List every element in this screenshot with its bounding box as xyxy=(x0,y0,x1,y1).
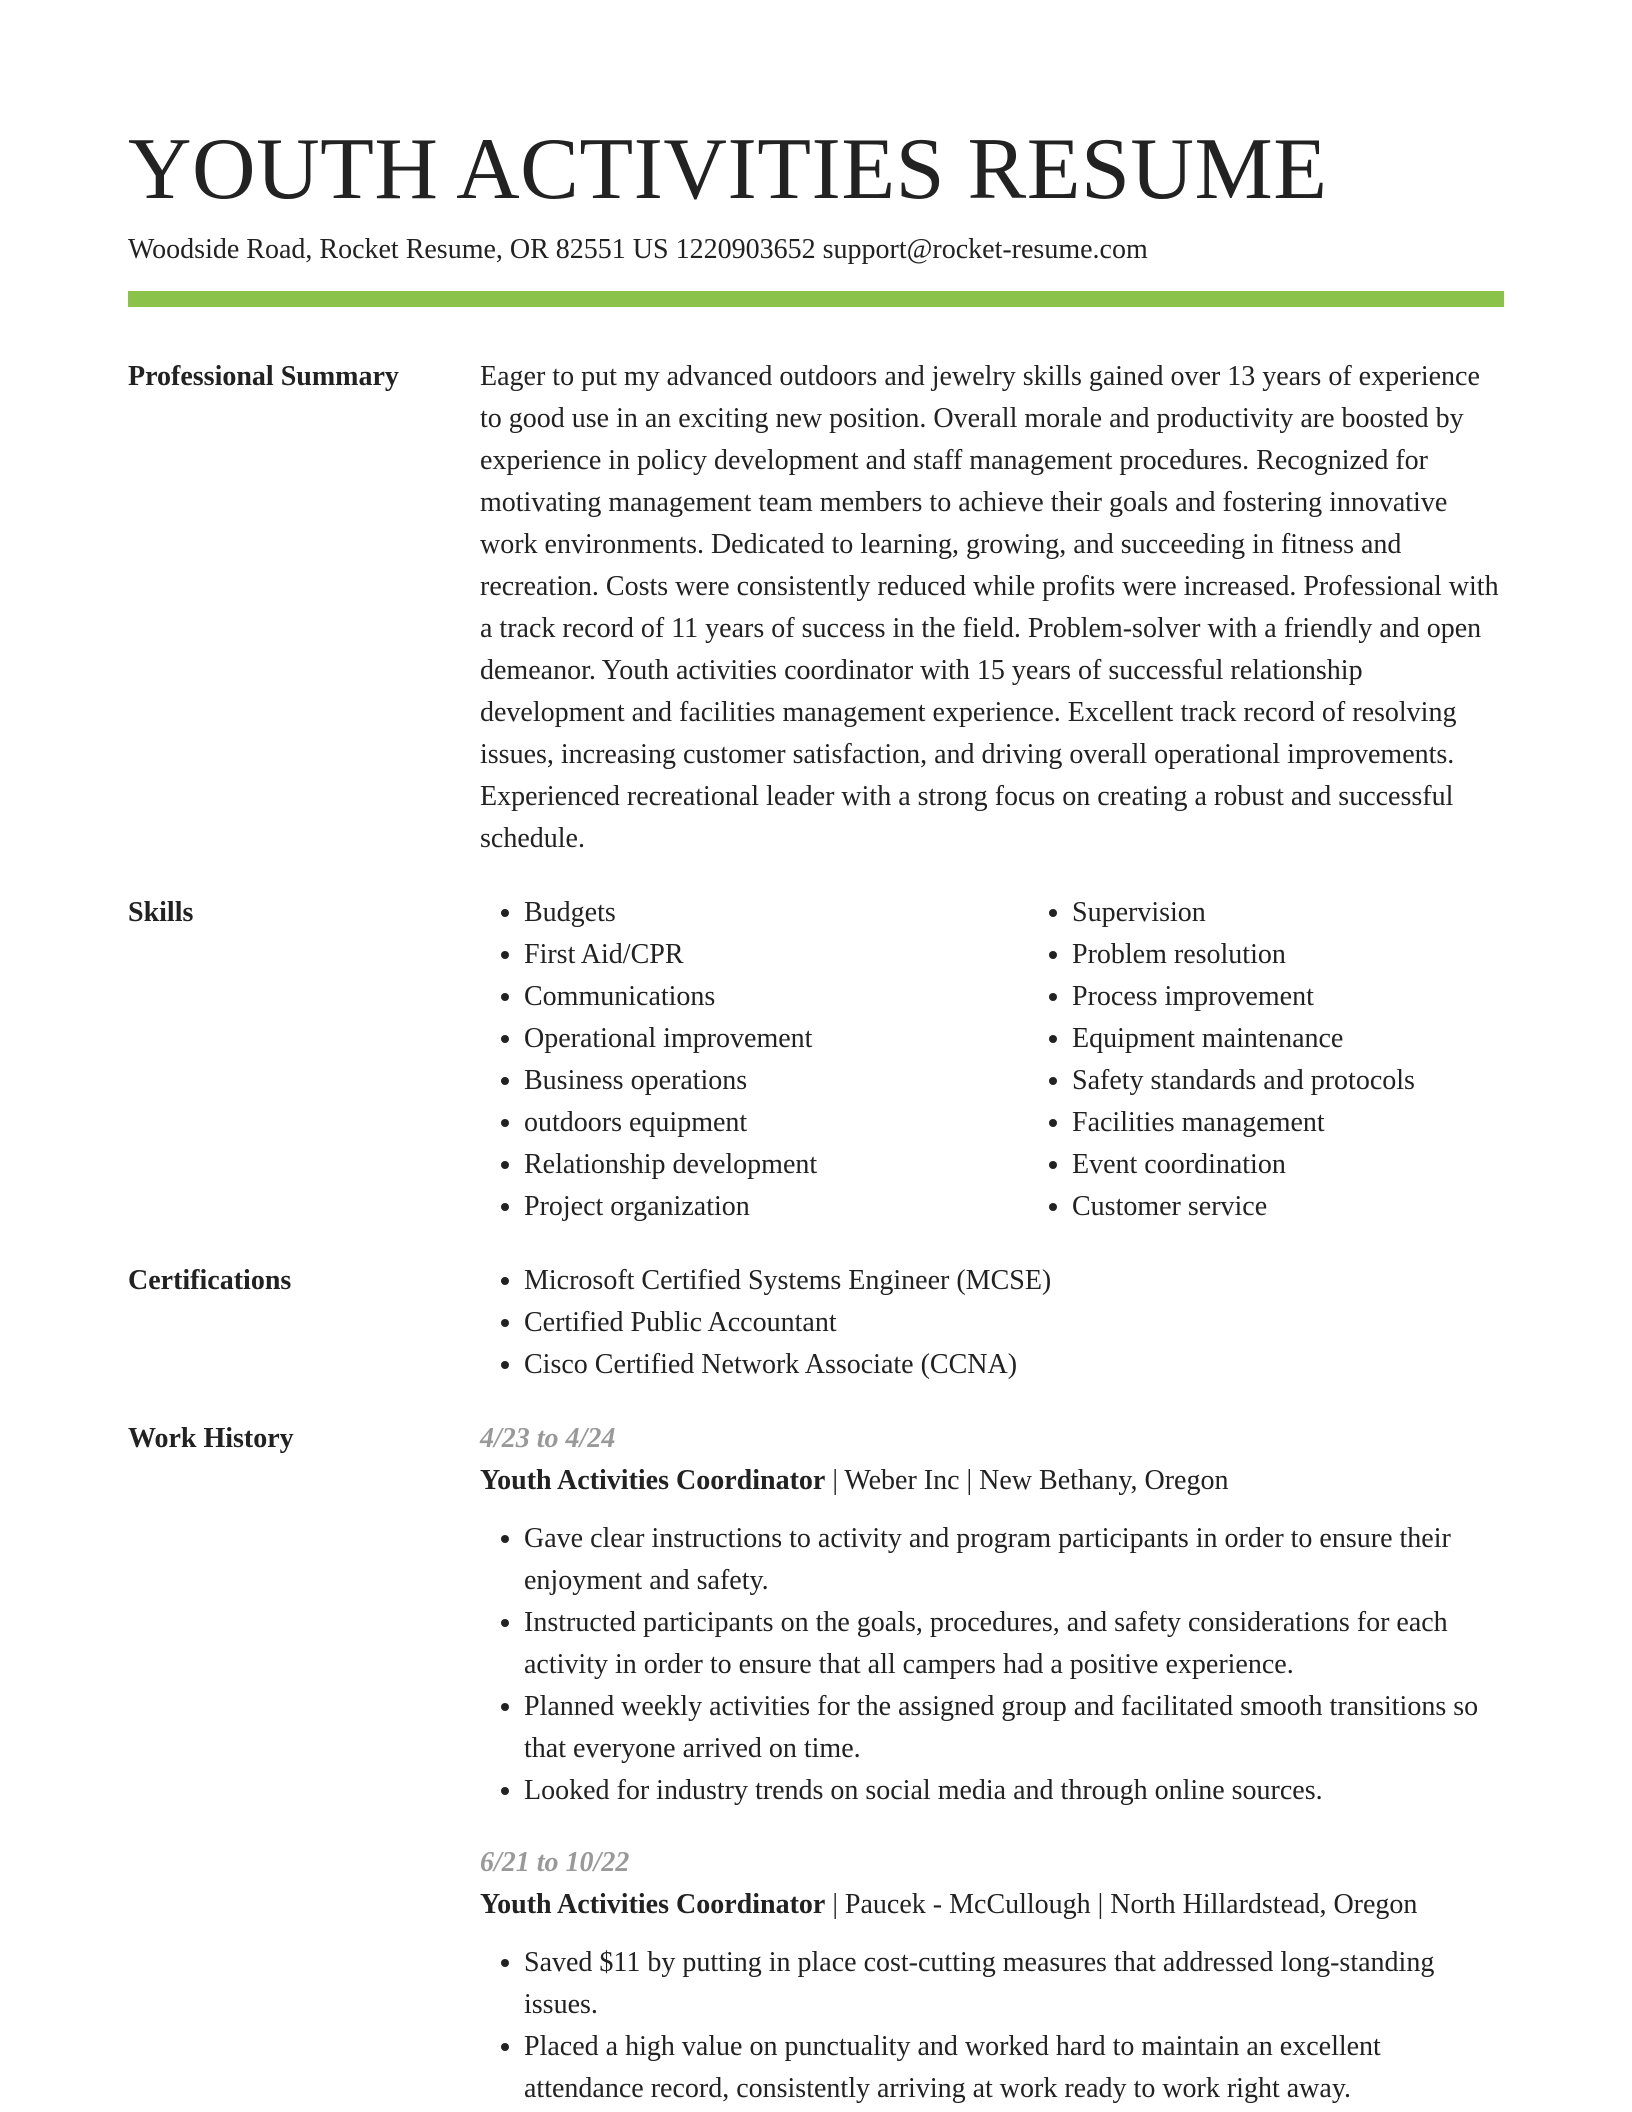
job-bullets xyxy=(480,1518,1504,1812)
job-heading xyxy=(480,1884,1504,1926)
skill-item: • Operational improvement xyxy=(524,1018,1028,1060)
skill-item: • outdoors equipment xyxy=(524,1102,1028,1144)
skill-item: • Budgets xyxy=(524,892,1028,934)
resume-title: YOUTH ACTIVITIES RESUME xyxy=(128,121,1328,218)
job-dates: 6/21 to 10/22 xyxy=(480,1847,630,1878)
job-entry xyxy=(480,1418,1504,1812)
job-heading xyxy=(480,1460,1504,1502)
skills-section xyxy=(128,892,1504,1228)
skill-item: • Facilities management xyxy=(1072,1102,1576,1144)
summary-text: Eager to put my advanced outdoors and jewelry skills gained over 13 years of experience to good use in an exciting new position. Overall morale and productivity are boosted by experience in policy development and staff management procedures. Recognized for motivating management team members to achieve their goals and fostering innovative work environments. Dedicated to learning, growing, and succeeding in fitness and recreation. Costs were consistently reduced while profits were increased. Professional with a track record of 11 years of success in the field. Problem-solver with a friendly and open demeanor. Youth activities coordinator with 15 years of successful relationship development and facilities management experience. Excellent track record of resolving issues, increasing customer satisfaction, and driving overall operational improvements. Experienced recreational leader with a strong focus on creating a robust and successful schedule. xyxy=(480,361,1499,854)
work-history-section xyxy=(128,1418,1504,2110)
skill-item: • Equipment maintenance xyxy=(1072,1018,1576,1060)
skills-left-list xyxy=(480,892,1028,1228)
job-details: | Paucek - McCullough | North Hillardstead, Oregon xyxy=(825,1889,1418,1920)
skill-item: • Business operations xyxy=(524,1060,1028,1102)
job-bullet: • Placed a high value on punctuality and worked hard to maintain an excellent attendance record, consistently arriving at work ready to work right away. xyxy=(524,2026,1504,2110)
skills-right-list xyxy=(1028,892,1576,1228)
header-divider xyxy=(128,291,1504,307)
job-bullet: • Gave clear instructions to activity and program participants in order to ensure their enjoyment and safety. xyxy=(524,1518,1504,1602)
job-dates: 4/23 to 4/24 xyxy=(480,1423,616,1454)
summary-heading: Professional Summary xyxy=(128,361,399,392)
skill-item: • Supervision xyxy=(1072,892,1576,934)
job-bullet: • Planned weekly activities for the assigned group and facilitated smooth transitions so that everyone arrived on time. xyxy=(524,1686,1504,1770)
skills-heading: Skills xyxy=(128,897,194,928)
skill-item: • Project organization xyxy=(524,1186,1028,1228)
job-bullets xyxy=(480,1942,1504,2110)
certifications-heading: Certifications xyxy=(128,1265,292,1296)
certification-item: • Microsoft Certified Systems Engineer (MCSE) xyxy=(524,1260,1504,1302)
skill-item: • Communications xyxy=(524,976,1028,1018)
resume-page xyxy=(128,120,1504,2110)
job-details: | Weber Inc | New Bethany, Oregon xyxy=(825,1465,1229,1496)
contact-line: Woodside Road, Rocket Resume, OR 82551 US 1220903652 support@rocket-resume.com xyxy=(128,234,1148,265)
job-title: Youth Activities Coordinator xyxy=(480,1465,826,1496)
job-title: Youth Activities Coordinator xyxy=(480,1889,826,1920)
job-bullet: • Saved $11 by putting in place cost-cutting measures that addressed long-standing issues. xyxy=(524,1942,1504,2026)
certifications-list xyxy=(480,1260,1504,1386)
work-history-heading: Work History xyxy=(128,1423,294,1454)
skill-item: • Relationship development xyxy=(524,1144,1028,1186)
certification-item: • Certified Public Accountant xyxy=(524,1302,1504,1344)
certification-item: • Cisco Certified Network Associate (CCNA) xyxy=(524,1344,1504,1386)
skill-item: • Event coordination xyxy=(1072,1144,1576,1186)
skill-item: • Customer service xyxy=(1072,1186,1576,1228)
skill-item: • Problem resolution xyxy=(1072,934,1576,976)
job-bullet: • Instructed participants on the goals, procedures, and safety considerations for each activity in order to ensure that all campers had a positive experience. xyxy=(524,1602,1504,1686)
job-bullet: • Looked for industry trends on social media and through online sources. xyxy=(524,1770,1504,1812)
summary-section xyxy=(128,356,1504,860)
certifications-section xyxy=(128,1260,1504,1386)
skill-item: • Process improvement xyxy=(1072,976,1576,1018)
job-entry xyxy=(480,1842,1504,2110)
skills-columns xyxy=(480,892,1576,1228)
skill-item: • First Aid/CPR xyxy=(524,934,1028,976)
skill-item: • Safety standards and protocols xyxy=(1072,1060,1576,1102)
